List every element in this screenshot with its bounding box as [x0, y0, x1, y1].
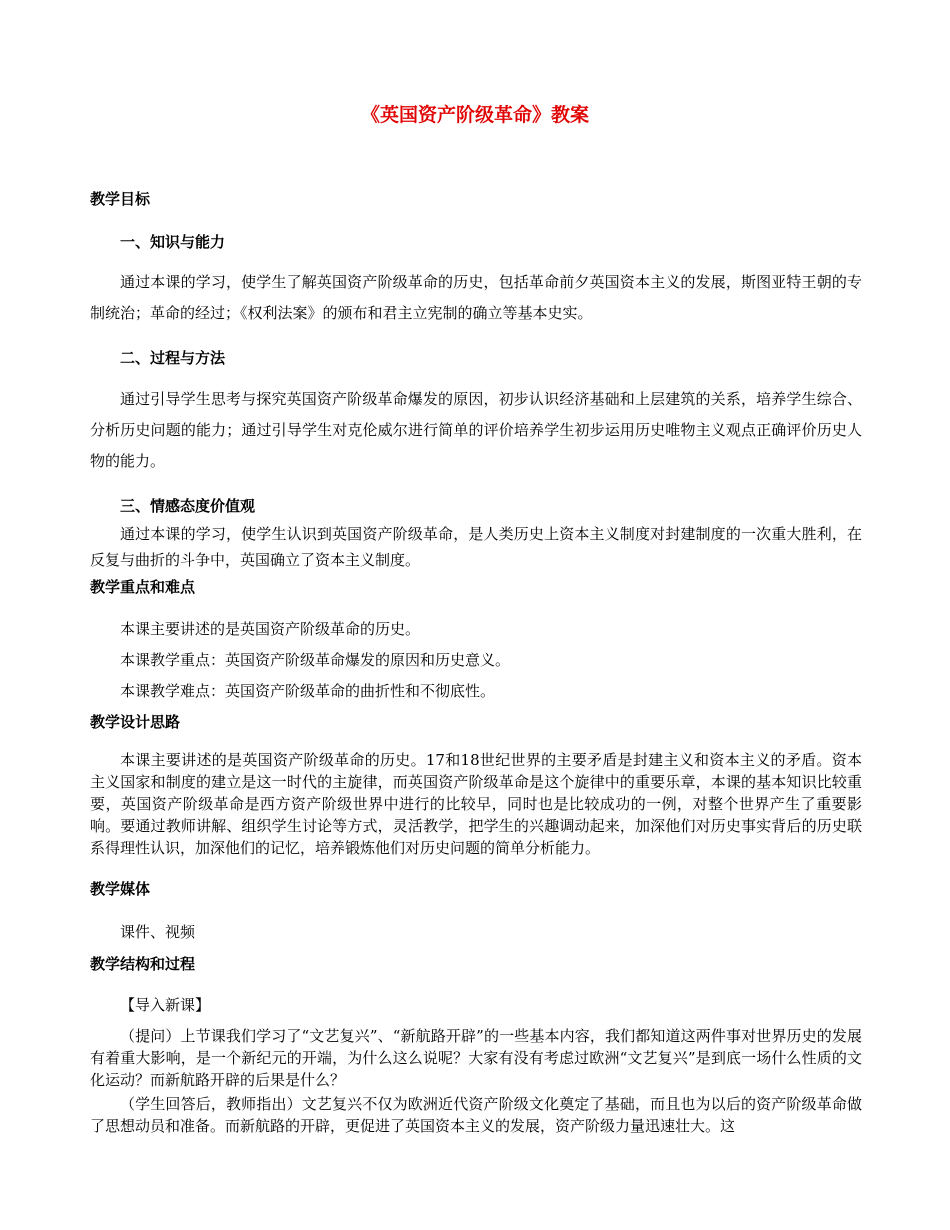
media-line: 课件、视频 [120, 923, 196, 941]
paragraph-intro-question: （提问）上节课我们学习了“文艺复兴”、“新航路开辟”的一些基本内容，我们都知道这两件事对世界历史的发展有着重大影响，是一个新纪元的开端，为什么这么说呢？大家有没有考虑过欧洲“文艺复兴”是到底一场什么性质的文化运动？而新航路开辟的后果是什么？ [90, 1027, 862, 1089]
key-points-line-3: 本课教学难点：英国资产阶级革命的曲折性和不彻底性。 [120, 682, 496, 700]
key-points-line-1: 本课主要讲述的是英国资产阶级革命的历史。 [120, 620, 421, 638]
subheading-emotion-values: 三、情感态度价值观 [120, 497, 256, 515]
page-title: 《英国资产阶级革命》教案 [360, 104, 589, 126]
paragraph-intro-answer: （学生回答后，教师指出）文艺复兴不仅为欧洲近代资产阶级文化奠定了基础，而且也为以后的资产阶级革命做了思想动员和准备。而新航路的开辟，更促进了英国资本主义的发展，资产阶级力量迅速壮大。这 [90, 1095, 862, 1135]
paragraph-design-idea: 本课主要讲述的是英国资产阶级革命的历史。17和18世纪世界的主要矛盾是封建主义和资本主义的矛盾。资本主义国家和制度的建立是这一时代的主旋律，而英国资产阶级革命是这个旋律中的重要乐章，本课的基本知识比较重要，英国资产阶级革命是西方资产阶级世界中进行的比较早，同时也是比较成功的一例，对整个世界产生了重要影响。要通过教师讲解、组织学生讨论等方式，灵活教学，把学生的兴趣调动起来，加深他们对历史事实背后的历史联系得理性认识，加深他们的记忆，培养锻炼他们对历史问题的简单分析能力。 [90, 751, 862, 857]
heading-teaching-media: 教学媒体 [90, 880, 151, 898]
heading-teaching-process: 教学结构和过程 [90, 955, 196, 973]
heading-design-idea: 教学设计思路 [90, 713, 181, 731]
intro-label: 【导入新课】 [120, 996, 211, 1014]
paragraph-emotion-values: 通过本课的学习，使学生认识到英国资产阶级革命，是人类历史上资本主义制度对封建制度的一次重大胜利，在反复与曲折的斗争中，英国确立了资本主义制度。 [90, 525, 862, 569]
key-points-line-2: 本课教学重点：英国资产阶级革命爆发的原因和历史意义。 [120, 651, 511, 669]
paragraph-process-method: 通过引导学生思考与探究英国资产阶级革命爆发的原因，初步认识经济基础和上层建筑的关系，培养学生综合、分析历史问题的能力；通过引导学生对克伦威尔进行简单的评价培养学生初步运用历史唯物主义观点正确评价历史人物的能力。 [90, 390, 862, 470]
heading-teaching-goals: 教学目标 [90, 190, 151, 208]
paragraph-knowledge-ability: 通过本课的学习，使学生了解英国资产阶级革命的历史，包括革命前夕英国资本主义的发展，斯图亚特王朝的专制统治；革命的经过；《权利法案》的颁布和君主立宪制的确立等基本史实。 [90, 273, 862, 322]
subheading-process-method: 二、过程与方法 [120, 349, 226, 367]
subheading-knowledge-ability: 一、知识与能力 [120, 233, 226, 251]
heading-key-points: 教学重点和难点 [90, 578, 196, 596]
